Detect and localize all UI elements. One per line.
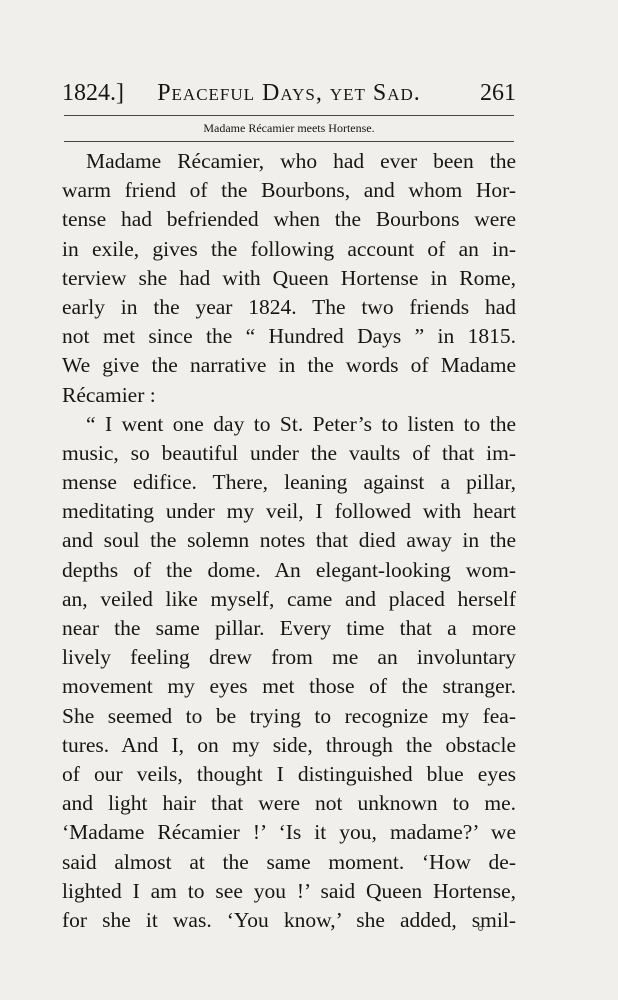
- text-line: meditating under my veil, I followed with heart: [62, 499, 516, 524]
- text-line: lively feeling drew from me an involuntary: [62, 645, 516, 670]
- section-subheading: Madame Récamier meets Hortense.: [203, 121, 375, 135]
- text-line: in exile, gives the following account of an in-: [62, 236, 516, 261]
- text-line: Madame Récamier, who had ever been the: [86, 149, 516, 173]
- text-line: tense had befriended when the Bourbons were: [62, 207, 516, 232]
- text-line: depths of the dome. An elegant-looking wom-: [62, 557, 516, 582]
- printer-mark-dot: [478, 926, 483, 931]
- text-line: early in the year 1824. The two friends had: [62, 294, 516, 319]
- text-line: said almost at the same moment. ‘How de-: [62, 849, 516, 874]
- text-line: “ I went one day to St. Peter’s to listen to the: [86, 411, 516, 436]
- header-date: 1824.]: [62, 80, 124, 106]
- text-line: mense edifice. There, leaning against a pillar,: [62, 470, 516, 495]
- text-line: movement my eyes met those of the stranger.: [62, 674, 516, 699]
- page-number: 261: [480, 80, 516, 106]
- text-line: tures. And I, on my side, through the obstacle: [62, 732, 516, 757]
- text-line: an, veiled like myself, came and placed herself: [62, 586, 516, 611]
- text-line: and light hair that were not unknown to me.: [62, 791, 516, 816]
- text-line: near the same pillar. Every time that a more: [62, 616, 516, 640]
- text-line: not met since the “ Hundred Days ” in 1815.: [62, 324, 516, 349]
- text-line: warm friend of the Bourbons, and whom Hor-: [62, 178, 516, 203]
- text-line: music, so beautiful under the vaults of that im-: [62, 440, 516, 465]
- running-header: [62, 76, 516, 110]
- text-line: She seemed to be trying to recognize my fea-: [62, 703, 516, 728]
- text-line: and soul the solemn notes that died away in the: [62, 528, 516, 553]
- body-text: [62, 147, 516, 935]
- text-line: for she it was. ‘You know,’ she added, smil-: [62, 907, 516, 932]
- header-rule-top: [64, 115, 514, 116]
- text-line: lighted I am to see you !’ said Queen Hortense,: [62, 878, 516, 903]
- text-line: of our veils, thought I distinguished blue eyes: [62, 761, 516, 786]
- header-rule-bottom: [64, 141, 514, 142]
- text-line: Récamier :: [62, 382, 156, 407]
- text-line: ‘Madame Récamier !’ ‘Is it you, madame?’ we: [62, 820, 516, 845]
- text-line: We give the narrative in the words of Madame: [62, 353, 516, 378]
- running-title: Peaceful Days, yet Sad.: [157, 80, 421, 106]
- text-line: terview she had with Queen Hortense in Rome,: [62, 265, 516, 290]
